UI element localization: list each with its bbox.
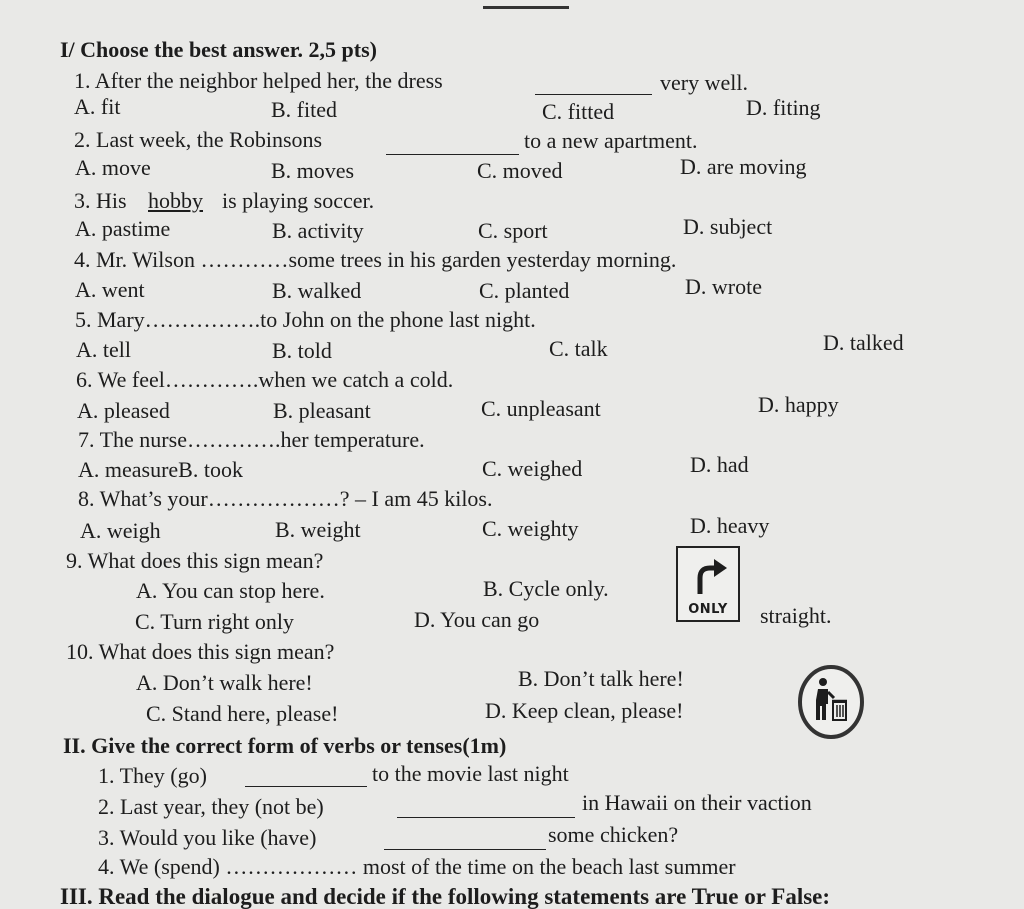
q7-option-d[interactable]: D. had (690, 452, 749, 477)
q9-stem: 9. What does this sign mean? (66, 548, 324, 573)
q1-option-b[interactable]: B. fited (271, 97, 337, 122)
q8-option-b[interactable]: B. weight (275, 517, 361, 542)
turn-right-only-sign-icon (676, 546, 740, 622)
q7-stem: 7. The nurse………….her temperature. (78, 427, 425, 452)
q5-option-b[interactable]: B. told (272, 338, 332, 363)
q4-option-c[interactable]: C. planted (479, 278, 570, 303)
q5-option-a[interactable]: A. tell (76, 337, 131, 362)
q1-stem-start: 1. After the neighbor helped her, the dress (74, 68, 443, 93)
q10-option-d[interactable]: D. Keep clean, please! (485, 698, 684, 723)
q10-option-a[interactable]: A. Don’t walk here! (136, 670, 313, 695)
q9-option-a[interactable]: A. You can stop here. (136, 578, 325, 603)
s2-item-4: 4. We (spend) ……………… most of the time on the beach last summer (98, 854, 736, 879)
q10-stem: 10. What does this sign mean? (66, 639, 335, 664)
section-1-heading: I/ Choose the best answer. 2,5 pts) (60, 37, 377, 62)
q4-option-d[interactable]: D. wrote (685, 274, 762, 299)
q2-option-a[interactable]: A. move (75, 155, 151, 180)
q9-option-d[interactable]: D. You can go (414, 607, 540, 632)
q8-option-d[interactable]: D. heavy (690, 513, 770, 538)
s2-item-1-end: to the movie last night (372, 761, 569, 786)
q10-option-b[interactable]: B. Don’t talk here! (518, 666, 684, 691)
q3-option-d[interactable]: D. subject (683, 214, 773, 239)
q3-underlined-word: hobby (148, 188, 203, 213)
q3-option-c[interactable]: C. sport (478, 218, 548, 243)
q1-stem-end: very well. (660, 70, 748, 95)
q4-option-b[interactable]: B. walked (272, 278, 362, 303)
q5-stem: 5. Mary…………….to John on the phone last night. (75, 307, 536, 332)
s2-item-1-start: 1. They (go) (98, 763, 207, 788)
q5-option-c[interactable]: C. talk (549, 336, 608, 361)
q6-option-a[interactable]: A. pleased (77, 398, 170, 423)
q1-option-c[interactable]: C. fitted (542, 99, 615, 124)
q2-option-b[interactable]: B. moves (271, 158, 355, 183)
q3-stem-start: 3. His (74, 188, 127, 213)
keep-clean-sign-icon (796, 664, 866, 740)
q2-stem-end: to a new apartment. (524, 128, 698, 153)
top-edge-underline (483, 0, 569, 9)
s2-item-2-blank[interactable] (397, 817, 575, 818)
q1-answer-blank[interactable] (535, 94, 652, 95)
q3-stem-end: is playing soccer. (222, 188, 375, 213)
q3-option-a[interactable]: A. pastime (75, 216, 171, 241)
q8-option-a[interactable]: A. weigh (80, 518, 161, 543)
q6-option-b[interactable]: B. pleasant (273, 398, 371, 423)
q1-option-d[interactable]: D. fiting (746, 95, 821, 120)
q6-option-d[interactable]: D. happy (758, 392, 839, 417)
q2-answer-blank[interactable] (386, 154, 519, 155)
s2-item-3-end: some chicken? (548, 822, 679, 847)
q7-option-a-b[interactable]: A. measureB. took (78, 457, 243, 482)
q9-option-c[interactable]: C. Turn right only (135, 609, 294, 634)
q2-stem-start: 2. Last week, the Robinsons (74, 127, 323, 152)
q2-option-d[interactable]: D. are moving (680, 154, 807, 179)
section-2-heading: II. Give the correct form of verbs or tenses(1m) (63, 733, 507, 758)
turn-right-arrow-icon (688, 554, 730, 596)
q8-stem: 8. What’s your………………? – I am 45 kilos. (78, 486, 493, 511)
q4-stem: 4. Mr. Wilson …………some trees in his garden yesterday morning. (74, 247, 677, 272)
q2-option-c[interactable]: C. moved (477, 158, 563, 183)
q4-option-a[interactable]: A. went (75, 277, 145, 302)
s2-item-2-end: in Hawaii on their vaction (582, 790, 812, 815)
q5-option-d[interactable]: D. talked (823, 330, 904, 355)
q6-option-c[interactable]: C. unpleasant (481, 396, 601, 421)
q9-option-d-continued: straight. (760, 603, 832, 628)
q1-option-a[interactable]: A. fit (74, 94, 121, 119)
section-3-heading: III. Read the dialogue and decide if the following statements are True or False: (60, 884, 831, 909)
s2-item-1-blank[interactable] (245, 786, 367, 787)
s2-item-3-blank[interactable] (384, 849, 546, 850)
q6-stem: 6. We feel………….when we catch a cold. (76, 367, 454, 392)
q3-option-b[interactable]: B. activity (272, 218, 364, 243)
q10-option-c[interactable]: C. Stand here, please! (146, 701, 339, 726)
s2-item-2-start: 2. Last year, they (not be) (98, 794, 324, 819)
q7-option-c[interactable]: C. weighed (482, 456, 583, 481)
s2-item-3-start: 3. Would you like (have) (98, 825, 317, 850)
q9-option-b[interactable]: B. Cycle only. (483, 576, 609, 601)
sign-only-label: ONLY (688, 602, 728, 617)
q8-option-c[interactable]: C. weighty (482, 516, 579, 541)
